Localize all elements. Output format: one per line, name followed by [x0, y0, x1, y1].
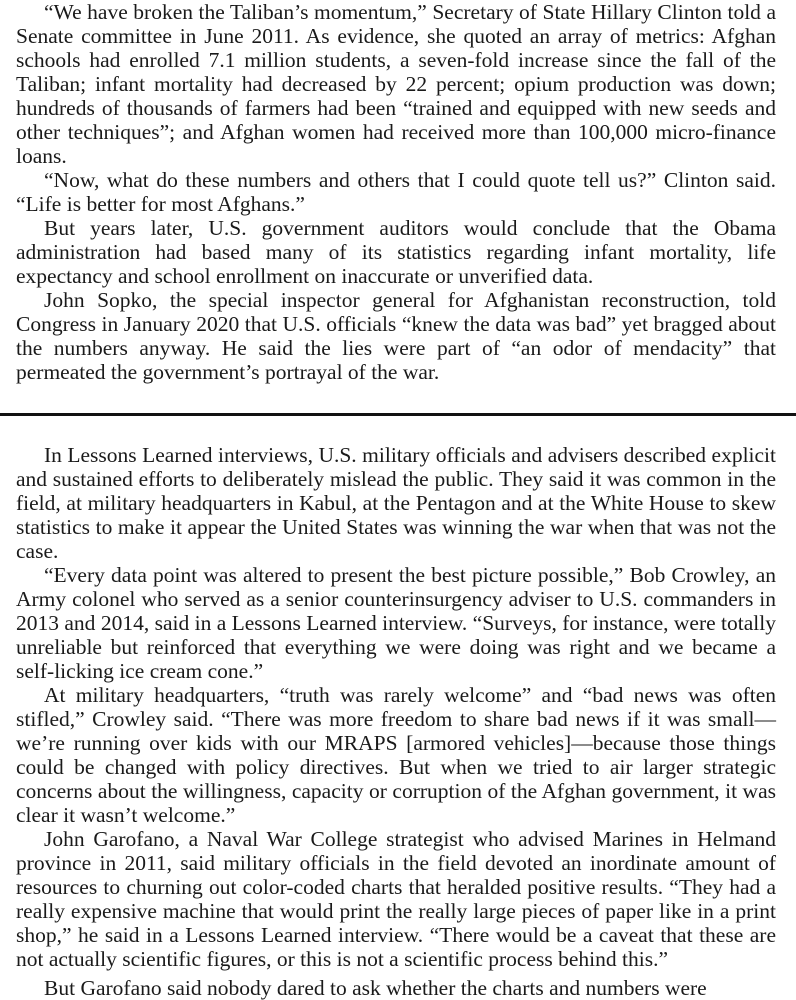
- top-text-section: [16, 0, 776, 384]
- paragraph: But years later, U.S. government auditors would conclude that the Obama administration had based many of its statistics regarding infant mortality, life expectancy and school enrollment on inaccurate or unverified data.: [16, 216, 776, 288]
- paragraph: John Sopko, the special inspector general for Afghanistan reconstruction, told Congress in January 2020 that U.S. officials “knew the data was bad” yet bragged about the numbers anyway. He said the lies were part of “an odor of mendacity” that permeated the government’s portrayal of the war.: [16, 288, 776, 384]
- paragraph: John Garofano, a Naval War College strategist who advised Marines in Helmand province in 2011, said military officials in the field devoted an inordinate amount of resources to churning out color-coded charts that heralded positive results. “They had a really expensive machine that would print the really large pieces of paper like in a print shop,” he said in a Lessons Learned interview. “There would be a caveat that these are not actually scientific figures, or this is not a scientific process behind this.”: [16, 827, 776, 971]
- paragraph: “We have broken the Taliban’s momentum,” Secretary of State Hillary Clinton told a Senate committee in June 2011. As evidence, she quoted an array of metrics: Afghan schools had enrolled 7.1 million students, a seven-fold increase since the fall of the Taliban; infant mortality had decreased by 22 percent; opium production was down; hundreds of thousands of farmers had been “trained and equipped with new seeds and other techniques”; and Afghan women had received more than 100,000 micro-finance loans.: [16, 0, 776, 168]
- paragraph: “Now, what do these numbers and others that I could quote tell us?” Clinton said. “Life is better for most Afghans.”: [16, 168, 776, 216]
- section-divider: [0, 413, 796, 416]
- paragraph: In Lessons Learned interviews, U.S. military officials and advisers described explicit and sustained efforts to deliberately mislead the public. They said it was common in the field, at military headquarters in Kabul, at the Pentagon and at the White House to skew statistics to make it appear the United States was winning the war when that was not the case.: [16, 443, 776, 563]
- cutoff-text-strip: [0, 976, 796, 1000]
- paragraph: At military headquarters, “truth was rarely welcome” and “bad news was often stifled,” Crowley said. “There was more freedom to share bad news if it was small—we’re running over kids with our MRAPS [armored vehicles]—because those things could be changed with policy directives. But when we tried to air larger strategic concerns about the willingness, capacity or corruption of the Afghan government, it was clear it wasn’t welcome.”: [16, 683, 776, 827]
- cutoff-line: But Garofano said nobody dared to ask whether the charts and numbers were: [44, 976, 707, 1000]
- paragraph: “Every data point was altered to present the best picture possible,” Bob Crowley, an Army colonel who served as a senior counterinsurgency adviser to U.S. commanders in 2013 and 2014, said in a Lessons Learned interview. “Surveys, for instance, were totally unreliable but reinforced that everything we were doing was right and we became a self-licking ice cream cone.”: [16, 563, 776, 683]
- bottom-text-section: [16, 443, 776, 971]
